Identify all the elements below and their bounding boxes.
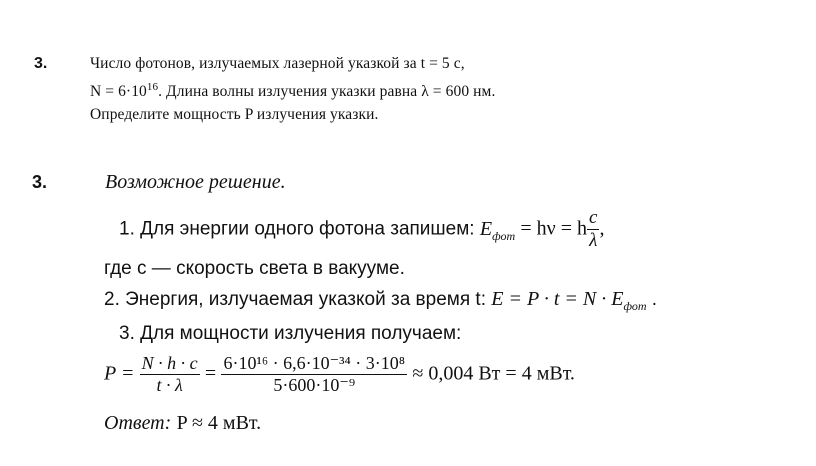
problem-line-3: Определите мощность P излучения указки. <box>90 106 379 123</box>
step-2-subscript: фот <box>623 299 647 313</box>
equals-sign: = <box>204 362 217 385</box>
answer <box>104 412 261 435</box>
step-1 <box>119 207 604 252</box>
fraction-1 <box>140 353 200 396</box>
step-2-tail: . <box>646 289 658 310</box>
fraction-1-denominator: t · λ <box>156 375 183 395</box>
result: ≈ 0,004 Вт = 4 мВт. <box>412 362 575 385</box>
step-1-lhs <box>479 217 516 243</box>
problem-number: 3. <box>34 55 48 72</box>
fraction-2 <box>221 353 407 396</box>
fraction-2-denominator: 5·600·10⁻⁹ <box>273 375 356 395</box>
step-1-fraction <box>587 207 599 252</box>
problem-n-exponent: 16 <box>146 81 159 93</box>
problem-line-2-rest: . Длина волны излучения указки равна λ = 600 нм. <box>158 83 496 101</box>
step-1-note: где c — скорость света в вакууме. <box>104 258 405 279</box>
step-1-tail: , <box>599 217 605 240</box>
problem-n-value: N = 6·10 <box>90 83 147 101</box>
energy-symbol: E <box>479 217 493 240</box>
energy-subscript: фот <box>492 228 516 243</box>
solution-number: 3. <box>32 172 48 192</box>
step-2-expression: E = P · t = N · E <box>491 288 624 310</box>
step-1-mid: = hν = h <box>520 217 587 240</box>
step-1-numerator: c <box>589 207 598 228</box>
step-2 <box>104 288 657 314</box>
solution-title: Возможное решение. <box>105 171 286 193</box>
power-lhs: P = <box>104 362 135 385</box>
fraction-1-numerator: N · h · c <box>141 353 198 373</box>
step-3-text: 3. Для мощности излучения получаем: <box>119 323 462 344</box>
step-1-denominator: λ <box>589 230 598 251</box>
answer-label: Ответ: <box>104 412 172 434</box>
problem-line-2 <box>90 81 495 101</box>
answer-value: P ≈ 4 мВт. <box>176 412 262 434</box>
step-3-formula <box>104 353 575 396</box>
step-1-text: 1. Для энергии одного фотона запишем: <box>119 218 475 240</box>
step-2-text: 2. Энергия, излучаемая указкой за время t: <box>104 289 486 310</box>
problem-line-1: Число фотонов, излучаемых лазерной указкой за t = 5 с, <box>90 55 465 72</box>
fraction-2-numerator: 6·10¹⁶ · 6,6·10⁻³⁴ · 3·10⁸ <box>223 353 406 373</box>
step-2-formula <box>491 288 647 313</box>
